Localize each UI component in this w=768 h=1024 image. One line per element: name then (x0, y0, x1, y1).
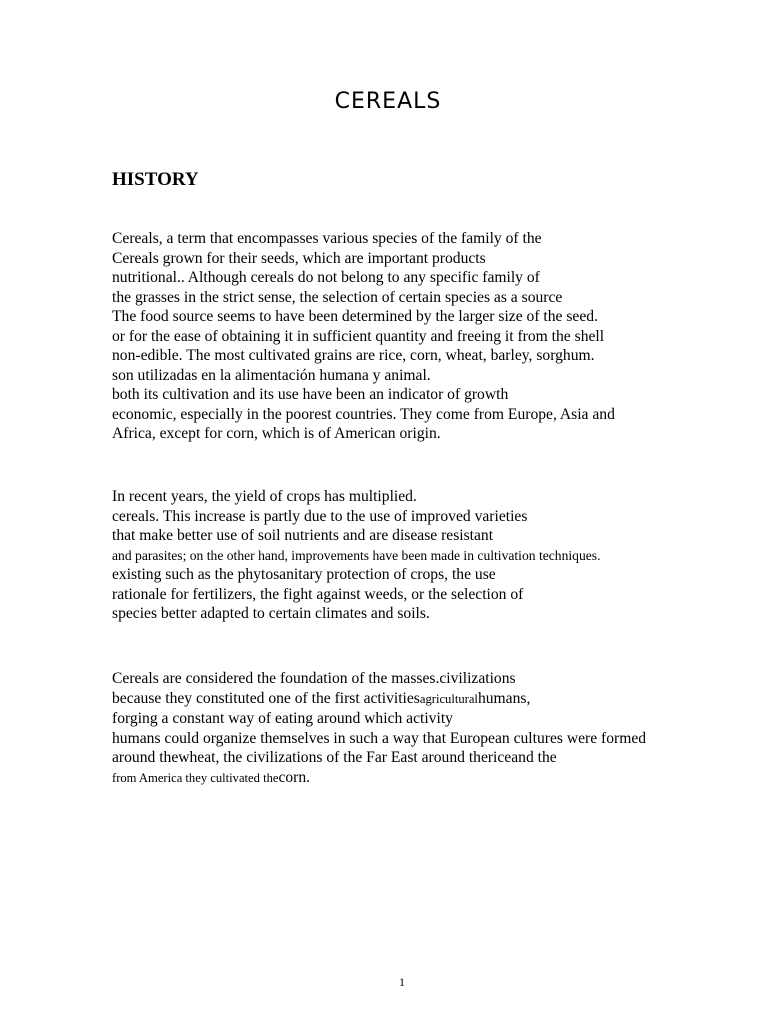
paragraph-line: the grasses in the strict sense, the selection of certain species as a source (112, 288, 563, 306)
line-text-small: from America they cultivated the (112, 770, 279, 785)
paragraph-line: Cereals, a term that encompasses various species of the family of the (112, 230, 542, 247)
line-text-small: agricultural (419, 691, 478, 706)
paragraph-line: nutritional.. Although cereals do not belong to any specific family of (112, 269, 540, 286)
line-text: because they constituted one of the first activities (112, 689, 420, 707)
line-text: humans, (477, 689, 531, 707)
paragraph-2 (112, 487, 600, 624)
paragraph-line (112, 768, 646, 789)
page-number: 1 (399, 975, 405, 989)
paragraph-line: son utilizadas en la alimentación humana y animal. (112, 366, 431, 384)
paragraph-3 (112, 669, 646, 788)
document-title: CEREALS (334, 89, 442, 114)
paragraph-line: Cereals grown for their seeds, which are important products (112, 249, 486, 267)
paragraph-line: non-edible. The most cultivated grains are rice, corn, wheat, barley, sorghum. (112, 347, 595, 364)
paragraph-line: species better adapted to certain climates and soils. (112, 605, 430, 622)
paragraph-line: forging a constant way of eating around which activity (112, 710, 453, 727)
paragraph-1 (112, 229, 615, 444)
paragraph-line: The food source seems to have been determined by the larger size of the seed. (112, 308, 598, 325)
paragraph-line: In recent years, the yield of crops has multiplied. (112, 488, 417, 505)
paragraph-line: Cereals are considered the foundation of the masses.civilizations (112, 670, 516, 687)
paragraph-line: rationale for fertilizers, the fight against weeds, or the selection of (112, 585, 524, 603)
paragraph-line: both its cultivation and its use have been an indicator of growth (112, 386, 509, 403)
paragraph-line: cereals. This increase is partly due to the use of improved varieties (112, 507, 528, 525)
paragraph-line: economic, especially in the poorest countries. They come from Europe, Asia and (112, 405, 615, 423)
paragraph-line: existing such as the phytosanitary protection of crops, the use (112, 566, 496, 583)
section-heading-history: HISTORY (112, 169, 199, 190)
paragraph-line: that make better use of soil nutrients and are disease resistant (112, 527, 494, 544)
paragraph-line: and parasites; on the other hand, improvements have been made in cultivation techniques. (112, 547, 601, 563)
paragraph-line: or for the ease of obtaining it in sufficient quantity and freeing it from the shell (112, 327, 605, 345)
paragraph-line: around thewheat, the civilizations of the Far East around thericeand the (112, 749, 557, 766)
line-text: corn. (278, 768, 311, 786)
paragraph-line: humans could organize themselves in such a way that European cultures were formed (112, 729, 647, 747)
paragraph-line: Africa, except for corn, which is of American origin. (112, 425, 441, 442)
paragraph-line (112, 689, 646, 710)
